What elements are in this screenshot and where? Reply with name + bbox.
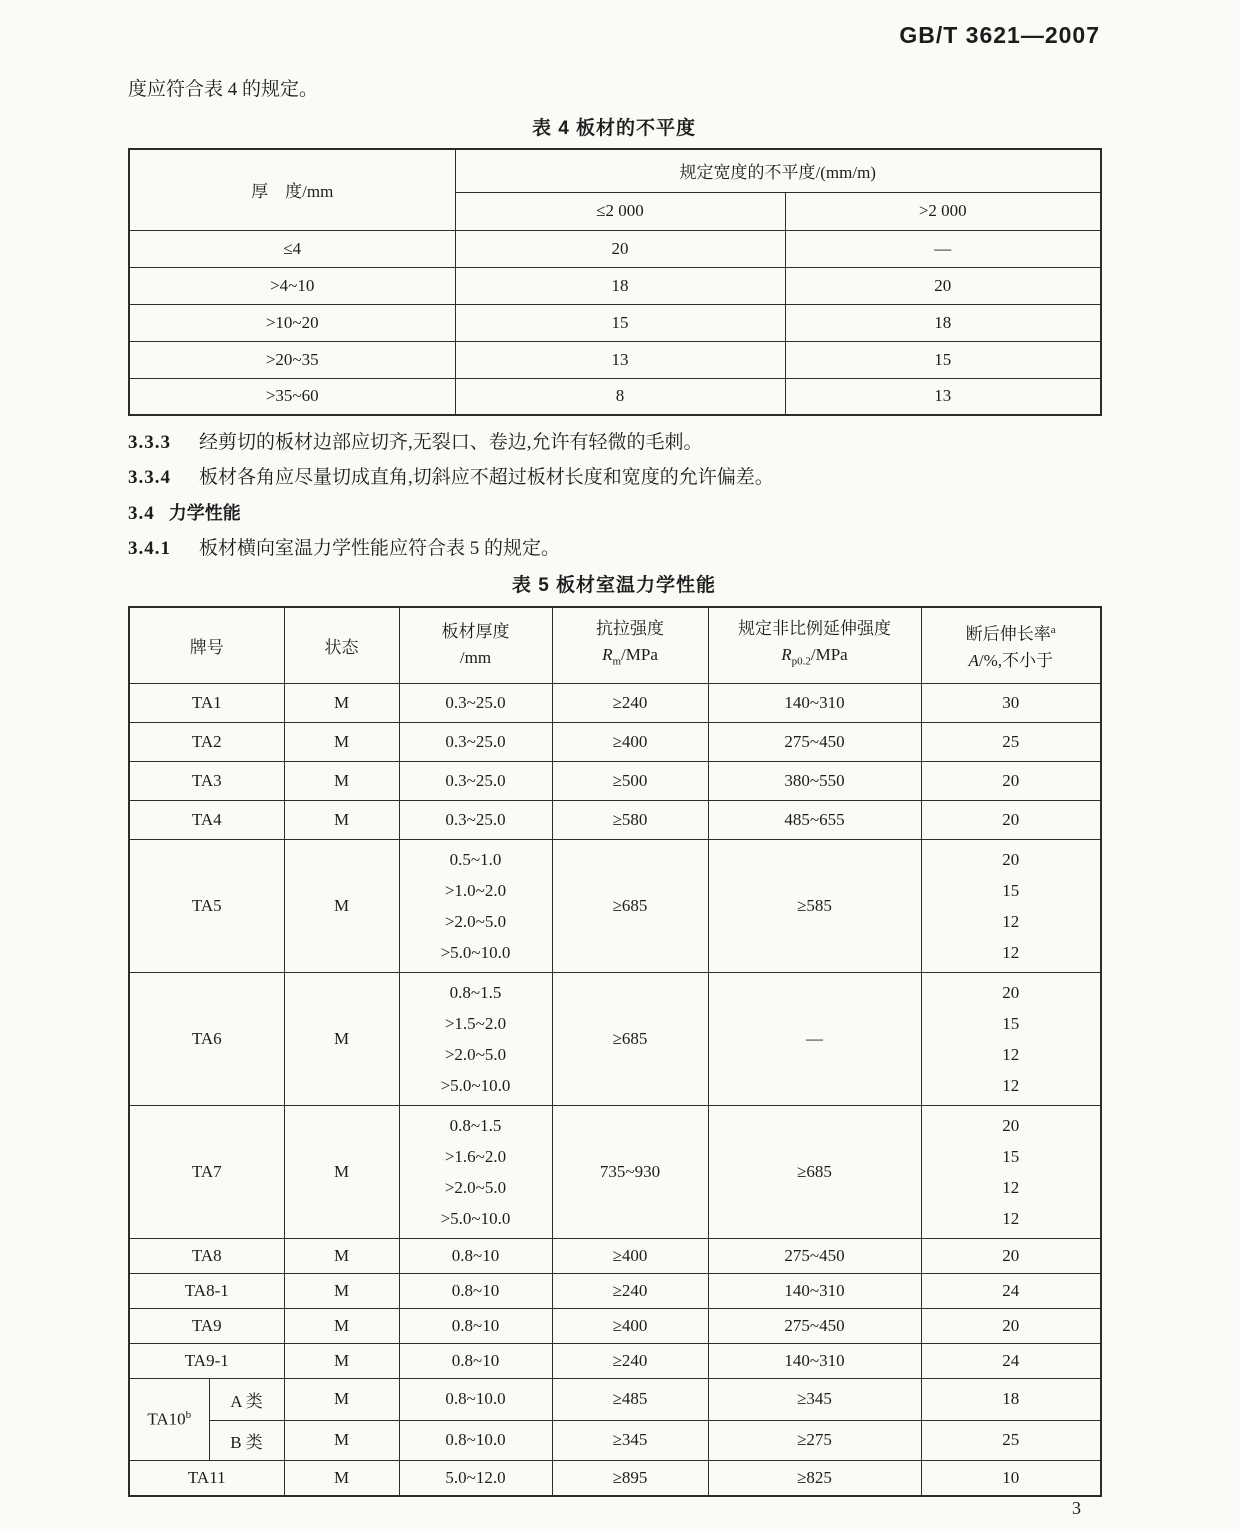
elongation-cell: 18 bbox=[921, 1378, 1101, 1420]
value-cell: — bbox=[785, 230, 1101, 267]
header-elongation: 断后伸长率$^a$ A/%,不小于 bbox=[921, 607, 1101, 683]
state-cell: M bbox=[284, 722, 399, 761]
rm-cell: ≥500 bbox=[552, 761, 708, 800]
state-cell: M bbox=[284, 683, 399, 722]
rp-cell: 485~655 bbox=[708, 800, 921, 839]
clause-text: 板材各角应尽量切成直角,切斜应不超过板材长度和宽度的允许偏差。 bbox=[199, 467, 774, 488]
elongation-cell: 20 bbox=[921, 1238, 1101, 1273]
grade-cell: TA9-1 bbox=[129, 1343, 284, 1378]
state-cell: M bbox=[284, 1273, 399, 1308]
thickness-cell: 0.8~10 bbox=[399, 1308, 552, 1343]
thickness-cell: 0.3~25.0 bbox=[399, 800, 552, 839]
grade-cell: TA8-1 bbox=[129, 1273, 284, 1308]
table-row bbox=[129, 378, 1101, 415]
clause-3-4 bbox=[128, 500, 1100, 527]
state-cell: M bbox=[284, 1343, 399, 1378]
grade-cell: TA2 bbox=[129, 722, 284, 761]
thickness-cell: >20~35 bbox=[129, 341, 455, 378]
value-cell: 8 bbox=[455, 378, 785, 415]
table4-header-row-1 bbox=[129, 149, 1101, 192]
table-row bbox=[129, 1343, 1101, 1378]
elongation-cell: 25 bbox=[921, 1420, 1101, 1460]
table-row bbox=[129, 1273, 1101, 1308]
rp-cell: 380~550 bbox=[708, 761, 921, 800]
elongation-cell: 20 bbox=[921, 1308, 1101, 1343]
grade-cell: TA6 bbox=[129, 972, 284, 1105]
table-row bbox=[129, 1420, 1101, 1460]
elongation-cell: 20 bbox=[921, 761, 1101, 800]
elongation-cell: 20 15 12 12 bbox=[921, 839, 1101, 972]
state-cell: M bbox=[284, 1378, 399, 1420]
table-row bbox=[129, 1105, 1101, 1238]
rm-cell: ≥485 bbox=[552, 1378, 708, 1420]
table5-title: 表 5 板材室温力学性能 bbox=[511, 575, 717, 596]
rp-cell: 275~450 bbox=[708, 1238, 921, 1273]
rp-cell: ≥585 bbox=[708, 839, 921, 972]
thickness-cell: 0.8~10.0 bbox=[399, 1420, 552, 1460]
rm-cell: ≥240 bbox=[552, 683, 708, 722]
table-row bbox=[129, 341, 1101, 378]
elongation-cell: 20 15 12 12 bbox=[921, 972, 1101, 1105]
rp-cell: 140~310 bbox=[708, 683, 921, 722]
thickness-cell: 0.3~25.0 bbox=[399, 683, 552, 722]
elongation-cell: 25 bbox=[921, 722, 1101, 761]
thickness-cell: 0.3~25.0 bbox=[399, 761, 552, 800]
rm-cell: ≥895 bbox=[552, 1460, 708, 1496]
rp-cell: 140~310 bbox=[708, 1273, 921, 1308]
header-thickness: 板材厚度 /mm bbox=[399, 607, 552, 683]
rp-cell: ≥345 bbox=[708, 1378, 921, 1420]
state-cell: M bbox=[284, 1238, 399, 1273]
table-row bbox=[129, 761, 1101, 800]
thickness-cell: >10~20 bbox=[129, 304, 455, 341]
table-row bbox=[129, 839, 1101, 972]
intro-paragraph: 度应符合表 4 的规定。 bbox=[128, 79, 319, 100]
state-cell: M bbox=[284, 1308, 399, 1343]
rp-cell: 275~450 bbox=[708, 722, 921, 761]
rp-cell: ≥275 bbox=[708, 1420, 921, 1460]
elongation-cell: 10 bbox=[921, 1460, 1101, 1496]
rp-cell: ≥825 bbox=[708, 1460, 921, 1496]
state-cell: M bbox=[284, 972, 399, 1105]
clause-text: 经剪切的板材边部应切齐,无裂口、卷边,允许有轻微的毛刺。 bbox=[199, 432, 703, 453]
clause-number: 3.4.1 bbox=[128, 538, 171, 559]
grade-cell: TA11 bbox=[129, 1460, 284, 1496]
clause-text: 板材横向室温力学性能应符合表 5 的规定。 bbox=[199, 538, 561, 559]
rm-cell: ≥400 bbox=[552, 1238, 708, 1273]
rp-cell: — bbox=[708, 972, 921, 1105]
table-row bbox=[129, 800, 1101, 839]
value-cell: 13 bbox=[455, 341, 785, 378]
thickness-cell: 0.8~1.5 >1.6~2.0 >2.0~5.0 >5.0~10.0 bbox=[399, 1105, 552, 1238]
thickness-cell: 0.8~1.5 >1.5~2.0 >2.0~5.0 >5.0~10.0 bbox=[399, 972, 552, 1105]
standard-number: GB/T 3621—2007 bbox=[899, 22, 1100, 48]
elongation-cell: 30 bbox=[921, 683, 1101, 722]
clause-number: 3.4 bbox=[128, 503, 155, 524]
thickness-cell: 0.8~10 bbox=[399, 1343, 552, 1378]
thickness-cell: 0.8~10.0 bbox=[399, 1378, 552, 1420]
elongation-cell: 24 bbox=[921, 1273, 1101, 1308]
thickness-cell: 0.8~10 bbox=[399, 1238, 552, 1273]
state-cell: M bbox=[284, 1460, 399, 1496]
grade-cell: TA10$^b$ bbox=[129, 1378, 209, 1460]
table-row bbox=[129, 230, 1101, 267]
thickness-cell: 0.3~25.0 bbox=[399, 722, 552, 761]
rp-cell: ≥685 bbox=[708, 1105, 921, 1238]
grade-cell: TA8 bbox=[129, 1238, 284, 1273]
clauses-block bbox=[128, 430, 1100, 562]
state-cell: M bbox=[284, 839, 399, 972]
clause-number: 3.3.4 bbox=[128, 467, 171, 488]
rm-cell: ≥685 bbox=[552, 839, 708, 972]
grade-cell: TA3 bbox=[129, 761, 284, 800]
state-cell: M bbox=[284, 1105, 399, 1238]
rm-cell: ≥580 bbox=[552, 800, 708, 839]
value-cell: 15 bbox=[455, 304, 785, 341]
header-state: 状态 bbox=[284, 607, 399, 683]
elongation-cell: 20 bbox=[921, 800, 1101, 839]
table-row bbox=[129, 972, 1101, 1105]
value-cell: 13 bbox=[785, 378, 1101, 415]
grade-cell: TA5 bbox=[129, 839, 284, 972]
state-cell: M bbox=[284, 800, 399, 839]
rp-cell: 275~450 bbox=[708, 1308, 921, 1343]
clause-number: 3.3.3 bbox=[128, 432, 171, 453]
state-cell: M bbox=[284, 1420, 399, 1460]
table5-mechanical-properties-table bbox=[128, 606, 1102, 1497]
table4-title: 表 4 板材的不平度 bbox=[531, 118, 697, 139]
table4-flatness-table bbox=[128, 148, 1102, 416]
table-row bbox=[129, 304, 1101, 341]
rm-cell: ≥240 bbox=[552, 1343, 708, 1378]
rm-cell: ≥400 bbox=[552, 1308, 708, 1343]
header-proof-strength: 规定非比例延伸强度 $R_{p0.2}$/MPa bbox=[708, 607, 921, 683]
table4-subheader-le2000: ≤2 000 bbox=[455, 192, 785, 230]
table4-thickness-header: 厚 度/mm bbox=[129, 149, 455, 230]
thickness-cell: ≤4 bbox=[129, 230, 455, 267]
table4-group-header: 规定宽度的不平度/(mm/m) bbox=[455, 149, 1101, 192]
rm-cell: ≥685 bbox=[552, 972, 708, 1105]
table5-header-row bbox=[129, 607, 1101, 683]
thickness-cell: 5.0~12.0 bbox=[399, 1460, 552, 1496]
grade-cell: TA4 bbox=[129, 800, 284, 839]
value-cell: 15 bbox=[785, 341, 1101, 378]
class-cell: B 类 bbox=[209, 1420, 284, 1460]
clause-3-3-3 bbox=[128, 430, 1100, 456]
table-row bbox=[129, 1308, 1101, 1343]
state-cell: M bbox=[284, 761, 399, 800]
header-tensile-strength: 抗拉强度 $R_m$/MPa bbox=[552, 607, 708, 683]
clause-3-3-4 bbox=[128, 465, 1100, 491]
thickness-cell: 0.8~10 bbox=[399, 1273, 552, 1308]
value-cell: 20 bbox=[785, 267, 1101, 304]
clause-text: 力学性能 bbox=[168, 503, 241, 523]
rp-cell: 140~310 bbox=[708, 1343, 921, 1378]
table-row bbox=[129, 1460, 1101, 1496]
elongation-cell: 20 15 12 12 bbox=[921, 1105, 1101, 1238]
thickness-cell: >35~60 bbox=[129, 378, 455, 415]
grade-cell: TA9 bbox=[129, 1308, 284, 1343]
value-cell: 18 bbox=[785, 304, 1101, 341]
rm-cell: ≥240 bbox=[552, 1273, 708, 1308]
rm-cell: 735~930 bbox=[552, 1105, 708, 1238]
thickness-cell: >4~10 bbox=[129, 267, 455, 304]
class-cell: A 类 bbox=[209, 1378, 284, 1420]
grade-cell: TA1 bbox=[129, 683, 284, 722]
table-row bbox=[129, 1238, 1101, 1273]
value-cell: 18 bbox=[455, 267, 785, 304]
page-number: 3 bbox=[1072, 1498, 1081, 1518]
table-row bbox=[129, 1378, 1101, 1420]
header-grade: 牌号 bbox=[129, 607, 284, 683]
value-cell: 20 bbox=[455, 230, 785, 267]
table-row bbox=[129, 683, 1101, 722]
elongation-cell: 24 bbox=[921, 1343, 1101, 1378]
table4-subheader-gt2000: >2 000 bbox=[785, 192, 1101, 230]
rm-cell: ≥400 bbox=[552, 722, 708, 761]
rm-cell: ≥345 bbox=[552, 1420, 708, 1460]
thickness-cell: 0.5~1.0 >1.0~2.0 >2.0~5.0 >5.0~10.0 bbox=[399, 839, 552, 972]
grade-cell: TA7 bbox=[129, 1105, 284, 1238]
table-row bbox=[129, 267, 1101, 304]
table-row bbox=[129, 722, 1101, 761]
clause-3-4-1 bbox=[128, 536, 1100, 562]
